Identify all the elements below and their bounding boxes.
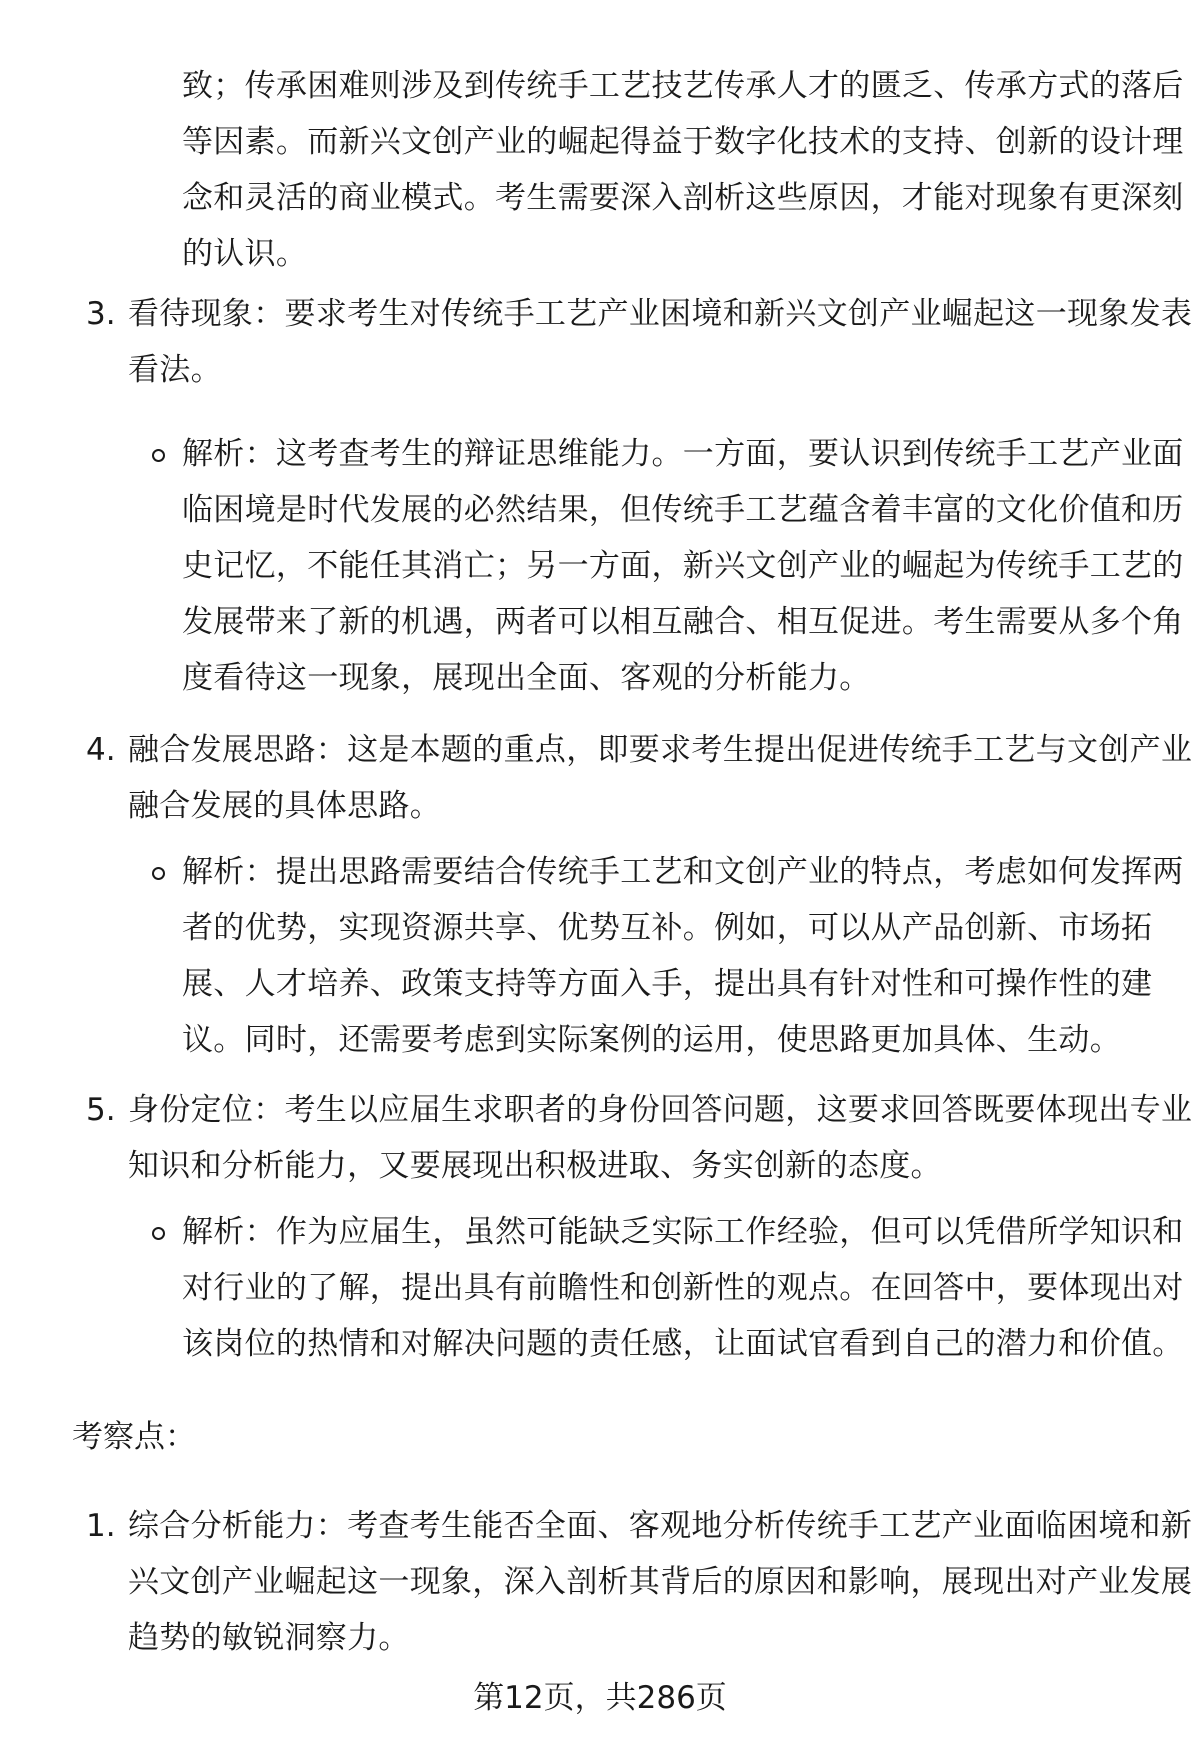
text-line: 身份定位：考生以应届生求职者的身份回答问题，这要求回答既要体现出专业 <box>128 1092 1193 1128</box>
text-line: 知识和分析能力，又要展现出积极进取、务实创新的态度。 <box>128 1148 942 1184</box>
list-number: 1. <box>86 1508 116 1544</box>
text-line: 史记忆，不能任其消亡；另一方面，新兴文创产业的崛起为传统手工艺的 <box>182 548 1184 584</box>
text-line: 看待现象：要求考生对传统手工艺产业困境和新兴文创产业崛起这一现象发表 <box>128 296 1193 332</box>
text-line: 的认识。 <box>182 236 308 272</box>
list-number: 4. <box>86 732 116 768</box>
text-line: 解析：提出思路需要结合传统手工艺和文创产业的特点，考虑如何发挥两 <box>182 854 1184 890</box>
text-line: 议。同时，还需要考虑到实际案例的运用，使思路更加具体、生动。 <box>182 1022 1121 1058</box>
text-line: 看法。 <box>128 352 222 388</box>
text-line: 对行业的了解，提出具有前瞻性和创新性的观点。在回答中，要体现出对 <box>182 1270 1184 1306</box>
text-line: 趋势的敏锐洞察力。 <box>128 1620 410 1656</box>
text-line: 该岗位的热情和对解决问题的责任感，让面试官看到自己的潜力和价值。 <box>182 1326 1184 1362</box>
text-line: 兴文创产业崛起这一现象，深入剖析其背后的原因和影响，展现出对产业发展 <box>128 1564 1193 1600</box>
text-line: 融合发展的具体思路。 <box>128 788 441 824</box>
text-line: 临困境是时代发展的必然结果，但传统手工艺蕴含着丰富的文化价值和历 <box>182 492 1184 528</box>
page-footer: 第12页，共286页 <box>473 1680 727 1716</box>
text-line: 综合分析能力：考查考生能否全面、客观地分析传统手工艺产业面临困境和新 <box>128 1508 1193 1544</box>
list-number: 3. <box>86 296 116 332</box>
text-line: 念和灵活的商业模式。考生需要深入剖析这些原因，才能对现象有更深刻 <box>182 180 1184 216</box>
text-line: 等因素。而新兴文创产业的崛起得益于数字化技术的支持、创新的设计理 <box>182 124 1184 160</box>
text-line: 融合发展思路：这是本题的重点，即要求考生提出促进传统手工艺与文创产业 <box>128 732 1193 768</box>
text-line: 度看待这一现象，展现出全面、客观的分析能力。 <box>182 660 871 696</box>
text-line: 解析：这考查考生的辩证思维能力。一方面，要认识到传统手工艺产业面 <box>182 436 1184 472</box>
bullet-circle-icon <box>152 867 165 880</box>
list-number: 5. <box>86 1092 116 1128</box>
text-line: 致；传承困难则涉及到传统手工艺技艺传承人才的匮乏、传承方式的落后 <box>182 68 1184 104</box>
text-line: 解析：作为应届生，虽然可能缺乏实际工作经验，但可以凭借所学知识和 <box>182 1214 1184 1250</box>
text-line: 展、人才培养、政策支持等方面入手，提出具有针对性和可操作性的建 <box>182 966 1153 1002</box>
bullet-circle-icon <box>152 449 165 462</box>
text-line: 者的优势，实现资源共享、优势互补。例如，可以从产品创新、市场拓 <box>182 910 1153 946</box>
section-heading: 考察点： <box>72 1419 196 1455</box>
text-line: 发展带来了新的机遇，两者可以相互融合、相互促进。考生需要从多个角 <box>182 604 1184 640</box>
bullet-circle-icon <box>152 1227 165 1240</box>
